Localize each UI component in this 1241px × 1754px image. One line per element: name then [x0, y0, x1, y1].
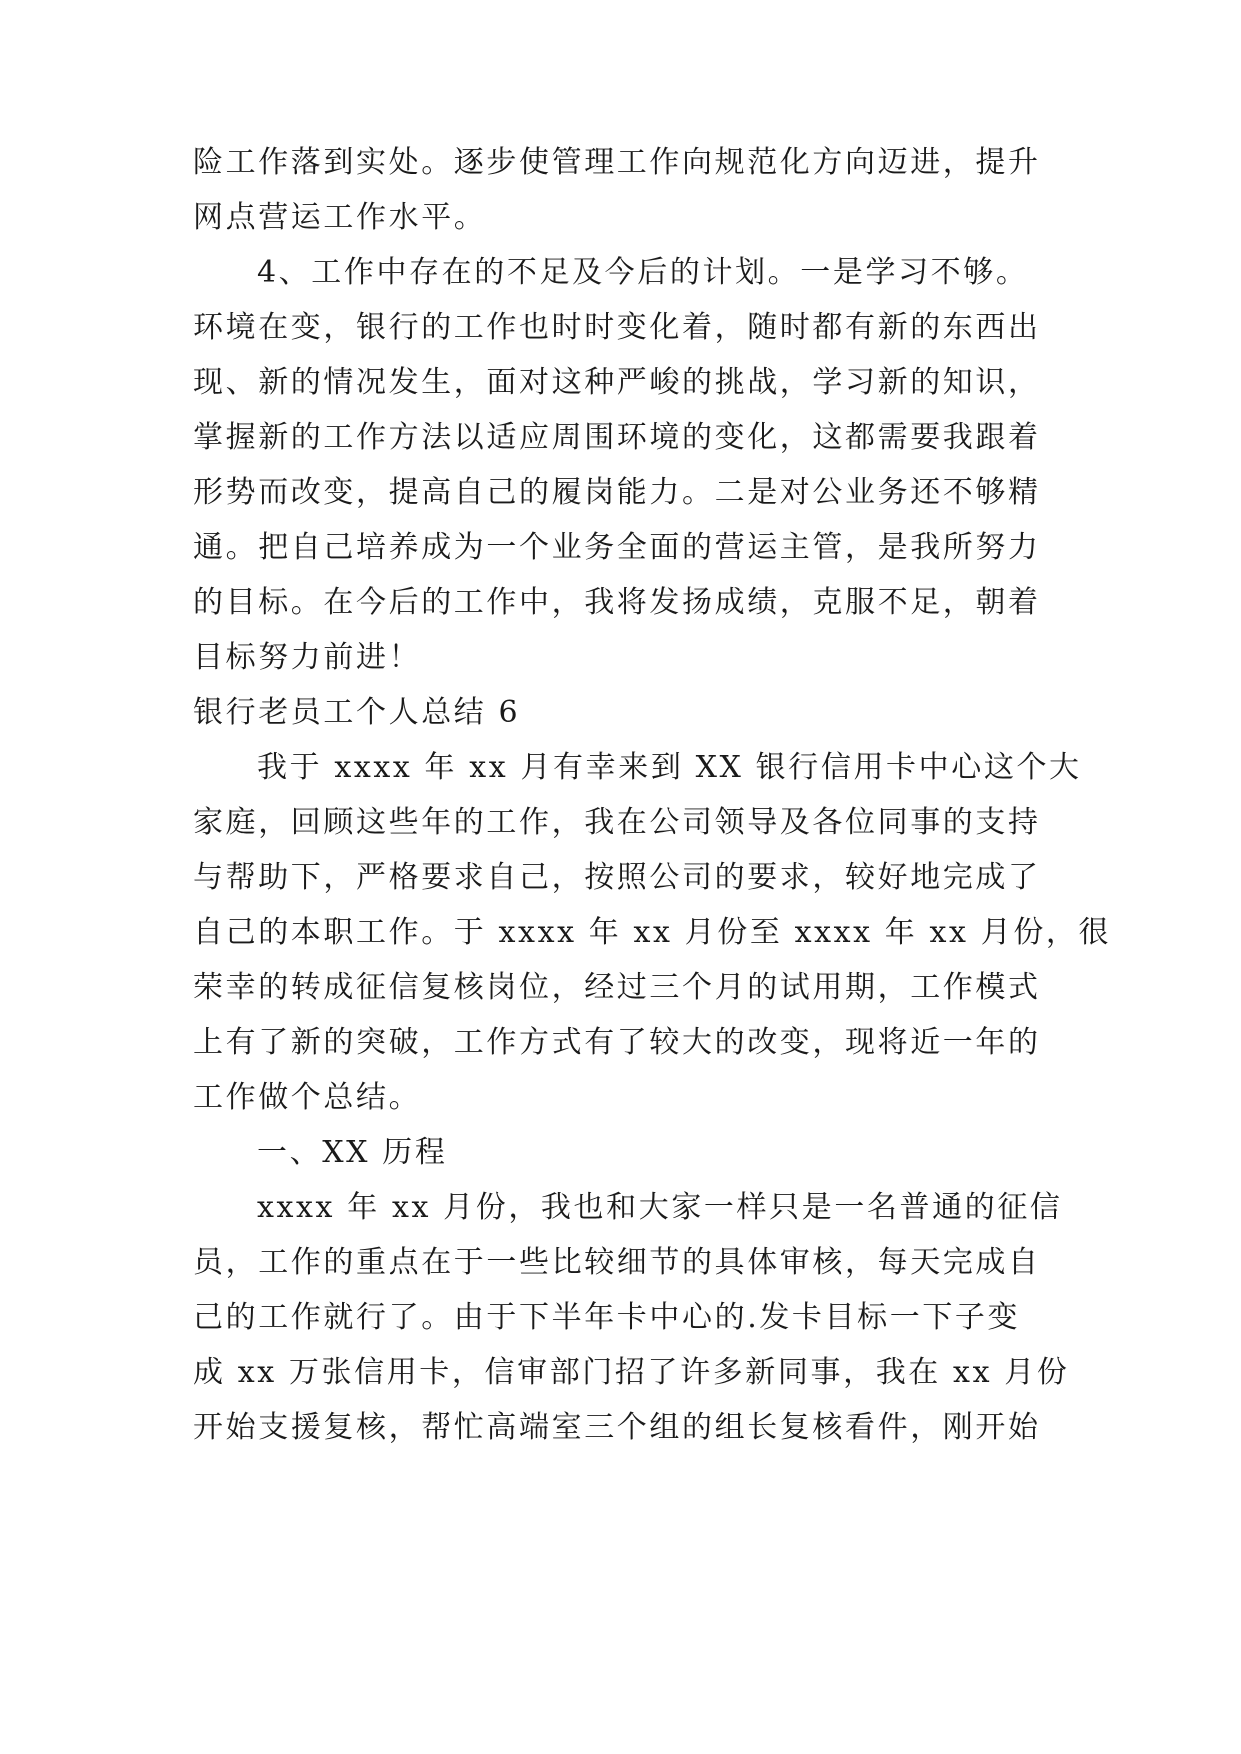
body-text-line: 己的工作就行了。由于下半年卡中心的.发卡目标一下子变: [193, 1300, 1021, 1335]
body-text-line: 上有了新的突破，工作方式有了较大的改变，现将近一年的: [193, 1025, 1041, 1060]
body-text-line: 荣幸的转成征信复核岗位，经过三个月的试用期，工作模式: [193, 970, 1041, 1005]
body-text-line: 开始支援复核，帮忙高端室三个组的组长复核看件，刚开始: [193, 1410, 1041, 1445]
body-text-line: 工作做个总结。: [193, 1080, 422, 1115]
body-text-line: 的目标。在今后的工作中，我将发扬成绩，克服不足，朝着: [193, 585, 1041, 620]
body-text-line: 成 xx 万张信用卡，信审部门招了许多新同事，我在 xx 月份: [193, 1355, 1070, 1390]
body-text-line: 目标努力前进！: [193, 640, 422, 675]
body-text-line: 通。把自己培养成为一个业务全面的营运主管，是我所努力: [193, 530, 1041, 565]
body-text-line: 自己的本职工作。于 xxxx 年 xx 月份至 xxxx 年 xx 月份，很: [193, 915, 1112, 950]
body-text-line: 现、新的情况发生，面对这种严峻的挑战，学习新的知识，: [193, 365, 1041, 400]
body-text-line: 险工作落到实处。逐步使管理工作向规范化方向迈进，提升: [193, 145, 1041, 180]
body-text-line: 环境在变，银行的工作也时时变化着，随时都有新的东西出: [193, 310, 1041, 345]
body-text-line: 与帮助下，严格要求自己，按照公司的要求，较好地完成了: [193, 860, 1041, 895]
body-text-line: 形势而改变，提高自己的履岗能力。二是对公业务还不够精: [193, 475, 1041, 510]
body-text-line: 员，工作的重点在于一些比较细节的具体审核，每天完成自: [193, 1245, 1041, 1280]
body-text-line: 4、工作中存在的不足及今后的计划。一是学习不够。: [257, 255, 1029, 290]
section-heading: 银行老员工个人总结 6: [193, 695, 521, 730]
body-text-line: 掌握新的工作方法以适应周围环境的变化，这都需要我跟着: [193, 420, 1041, 455]
body-text-line: xxxx 年 xx 月份，我也和大家一样只是一名普通的征信: [257, 1190, 1063, 1225]
subsection-heading: 一、XX 历程: [257, 1135, 448, 1170]
body-text-line: 我于 xxxx 年 xx 月有幸来到 XX 银行信用卡中心这个大: [257, 750, 1082, 785]
body-text-line: 网点营运工作水平。: [193, 200, 487, 235]
body-text-line: 家庭，回顾这些年的工作，我在公司领导及各位同事的支持: [193, 805, 1041, 840]
